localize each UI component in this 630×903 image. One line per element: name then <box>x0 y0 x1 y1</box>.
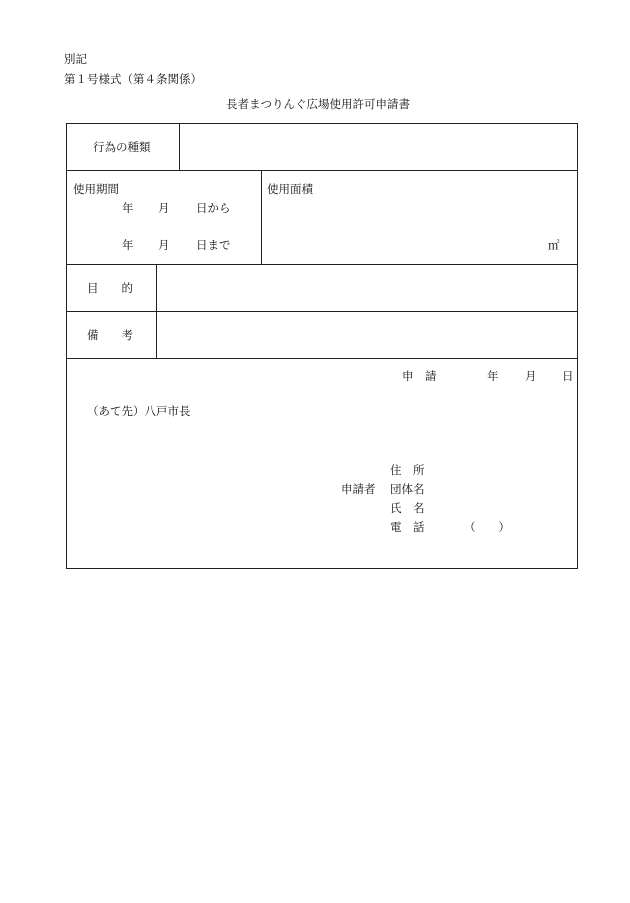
activity-type-label: 行為の種類 <box>93 140 151 154</box>
remarks-label: 備 考 <box>87 328 133 342</box>
addressee: （あて先）八戸市長 <box>87 404 191 418</box>
document-title: 長者まつりんぐ広場使用許可申請書 <box>226 97 410 111</box>
table-border-top <box>66 123 578 124</box>
table-border-left <box>66 123 67 569</box>
form-number: 第１号様式（第４条関係） <box>64 72 202 86</box>
usage-area-field[interactable] <box>263 200 543 260</box>
purpose-field[interactable] <box>158 266 575 310</box>
phone-parentheses: （ ） <box>464 520 510 534</box>
address-label: 住 所 <box>390 463 425 477</box>
period-to-month: 月 <box>158 238 170 252</box>
remarks-field[interactable] <box>158 313 575 357</box>
table-divider <box>66 264 578 265</box>
usage-area-label: 使用面積 <box>267 182 313 196</box>
table-border-bottom <box>66 568 578 569</box>
table-divider-vertical <box>261 170 262 264</box>
area-unit: ㎡ <box>548 238 560 252</box>
purpose-label: 目 的 <box>87 281 133 295</box>
activity-type-field[interactable] <box>181 125 575 169</box>
period-from-month: 月 <box>158 201 170 215</box>
application-date-month: 月 <box>525 369 537 383</box>
application-label: 申 請 <box>402 369 437 383</box>
applicant-label: 申請者 <box>341 482 376 496</box>
table-divider-vertical <box>179 123 180 170</box>
period-from-day: 日から <box>196 201 231 215</box>
table-divider <box>66 311 578 312</box>
appendix-label: 別記 <box>64 52 87 66</box>
period-from-year: 年 <box>122 201 134 215</box>
name-label: 氏 名 <box>390 501 425 515</box>
table-divider-vertical <box>156 264 157 358</box>
period-to-year: 年 <box>122 238 134 252</box>
phone-label: 電 話 <box>390 520 425 534</box>
group-name-label: 団体名 <box>390 482 425 496</box>
table-border-right <box>577 123 578 569</box>
period-to-day: 日まで <box>196 238 231 252</box>
table-divider <box>66 170 578 171</box>
usage-period-label: 使用期間 <box>73 182 119 196</box>
application-date-day: 日 <box>562 369 574 383</box>
table-divider <box>66 358 578 359</box>
application-date-year: 年 <box>487 369 499 383</box>
